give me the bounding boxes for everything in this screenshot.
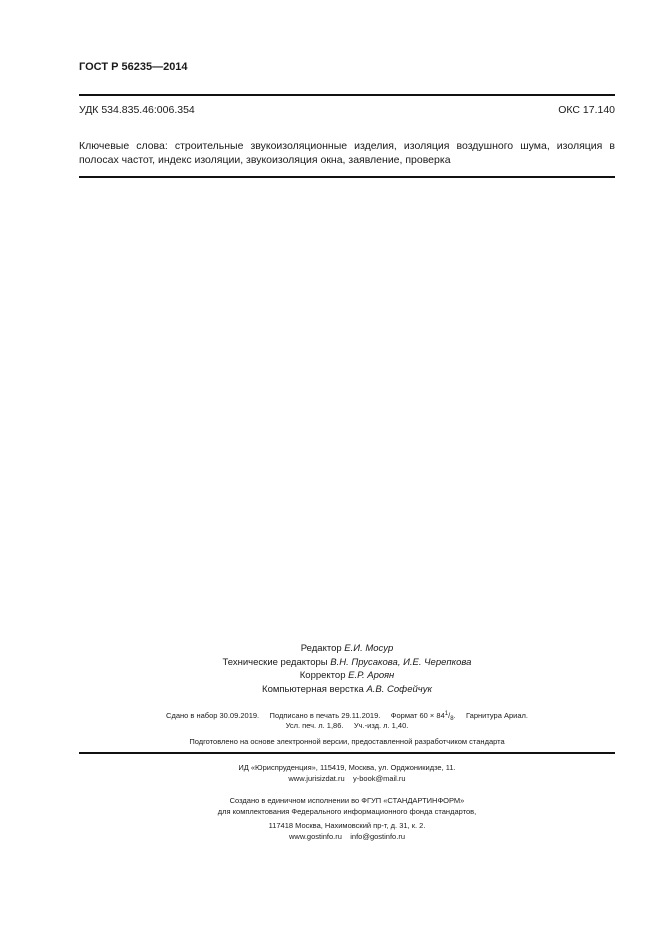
publisher-line5: 117418 Москва, Нахимовский пр-т, д. 31, к. 2. (268, 821, 426, 830)
publisher-line4: для комплектования Федерального информационного фонда стандартов, (217, 807, 477, 816)
format-denominator: 8 (450, 716, 454, 722)
editor-line (79, 642, 615, 656)
signed-date: Подписано в печать 29.11.2019. (269, 711, 381, 720)
corrector-line (79, 669, 615, 683)
prepared-note: Подготовлено на основе электронной версии, предоставленной разработчиком стандарта (189, 737, 505, 746)
layout-label: Компьютерная верстка (262, 683, 364, 695)
format-numerator: 1 (444, 711, 449, 717)
tech-editors-names: В.Н. Прусакова, И.Е. Черепкова (330, 656, 472, 668)
editor-label: Редактор (300, 643, 342, 654)
corrector-name: Е.Р. Ароян (348, 670, 395, 681)
editor-name: Е.И. Мосур (344, 643, 394, 654)
publisher-divider (79, 752, 615, 754)
layout-name: А.В. Софейчук (366, 683, 432, 695)
format-prefix: Формат 60 × 84 (390, 711, 445, 720)
format-suffix: . (453, 711, 456, 720)
credits-block (79, 642, 615, 696)
publisher-line6: www.gostinfo.ru info@gostinfo.ru (288, 832, 405, 841)
submitted-date: Сдано в набор 30.09.2019. (166, 711, 260, 720)
standard-id: ГОСТ Р 56235—2014 (79, 61, 188, 73)
publishing-sheets: Уч.-изд. л. 1,40. (353, 721, 409, 730)
tech-editors-line (79, 656, 615, 670)
udk-code: УДК 534.835.46:006.354 (79, 104, 195, 116)
publisher-line1: ИД «Юриспруденция», 115419, Москва, ул. Орджоникидзе, 11. (238, 763, 456, 772)
format-info: Формат $60 \times 84^1/_8$. (390, 711, 456, 722)
tech-editors-label: Технические редакторы (222, 656, 328, 668)
typeface: Гарнитура Ариал. (466, 711, 528, 720)
oks-code: ОКС 17.140 (558, 104, 615, 116)
top-divider (79, 94, 615, 96)
keywords-divider (79, 176, 615, 178)
print-sheets: Усл. печ. л. 1,86. (285, 721, 344, 730)
layout-line (79, 683, 615, 697)
print-info-line2 (79, 720, 615, 732)
publisher-line3: Создано в единичном исполнении во ФГУП «СТАНДАРТИНФОРМ» (229, 796, 465, 805)
keywords: Ключевые слова: строительные звукоизоляционные изделия, изоляция воздушного шума, изоляция в полосах частот, индекс изоляции, звукоизоляция окна, заявление, проверка (79, 140, 615, 166)
publisher-line2: www.jurisizdat.ru y-book@mail.ru (288, 774, 406, 783)
corrector-label: Корректор (299, 670, 346, 681)
